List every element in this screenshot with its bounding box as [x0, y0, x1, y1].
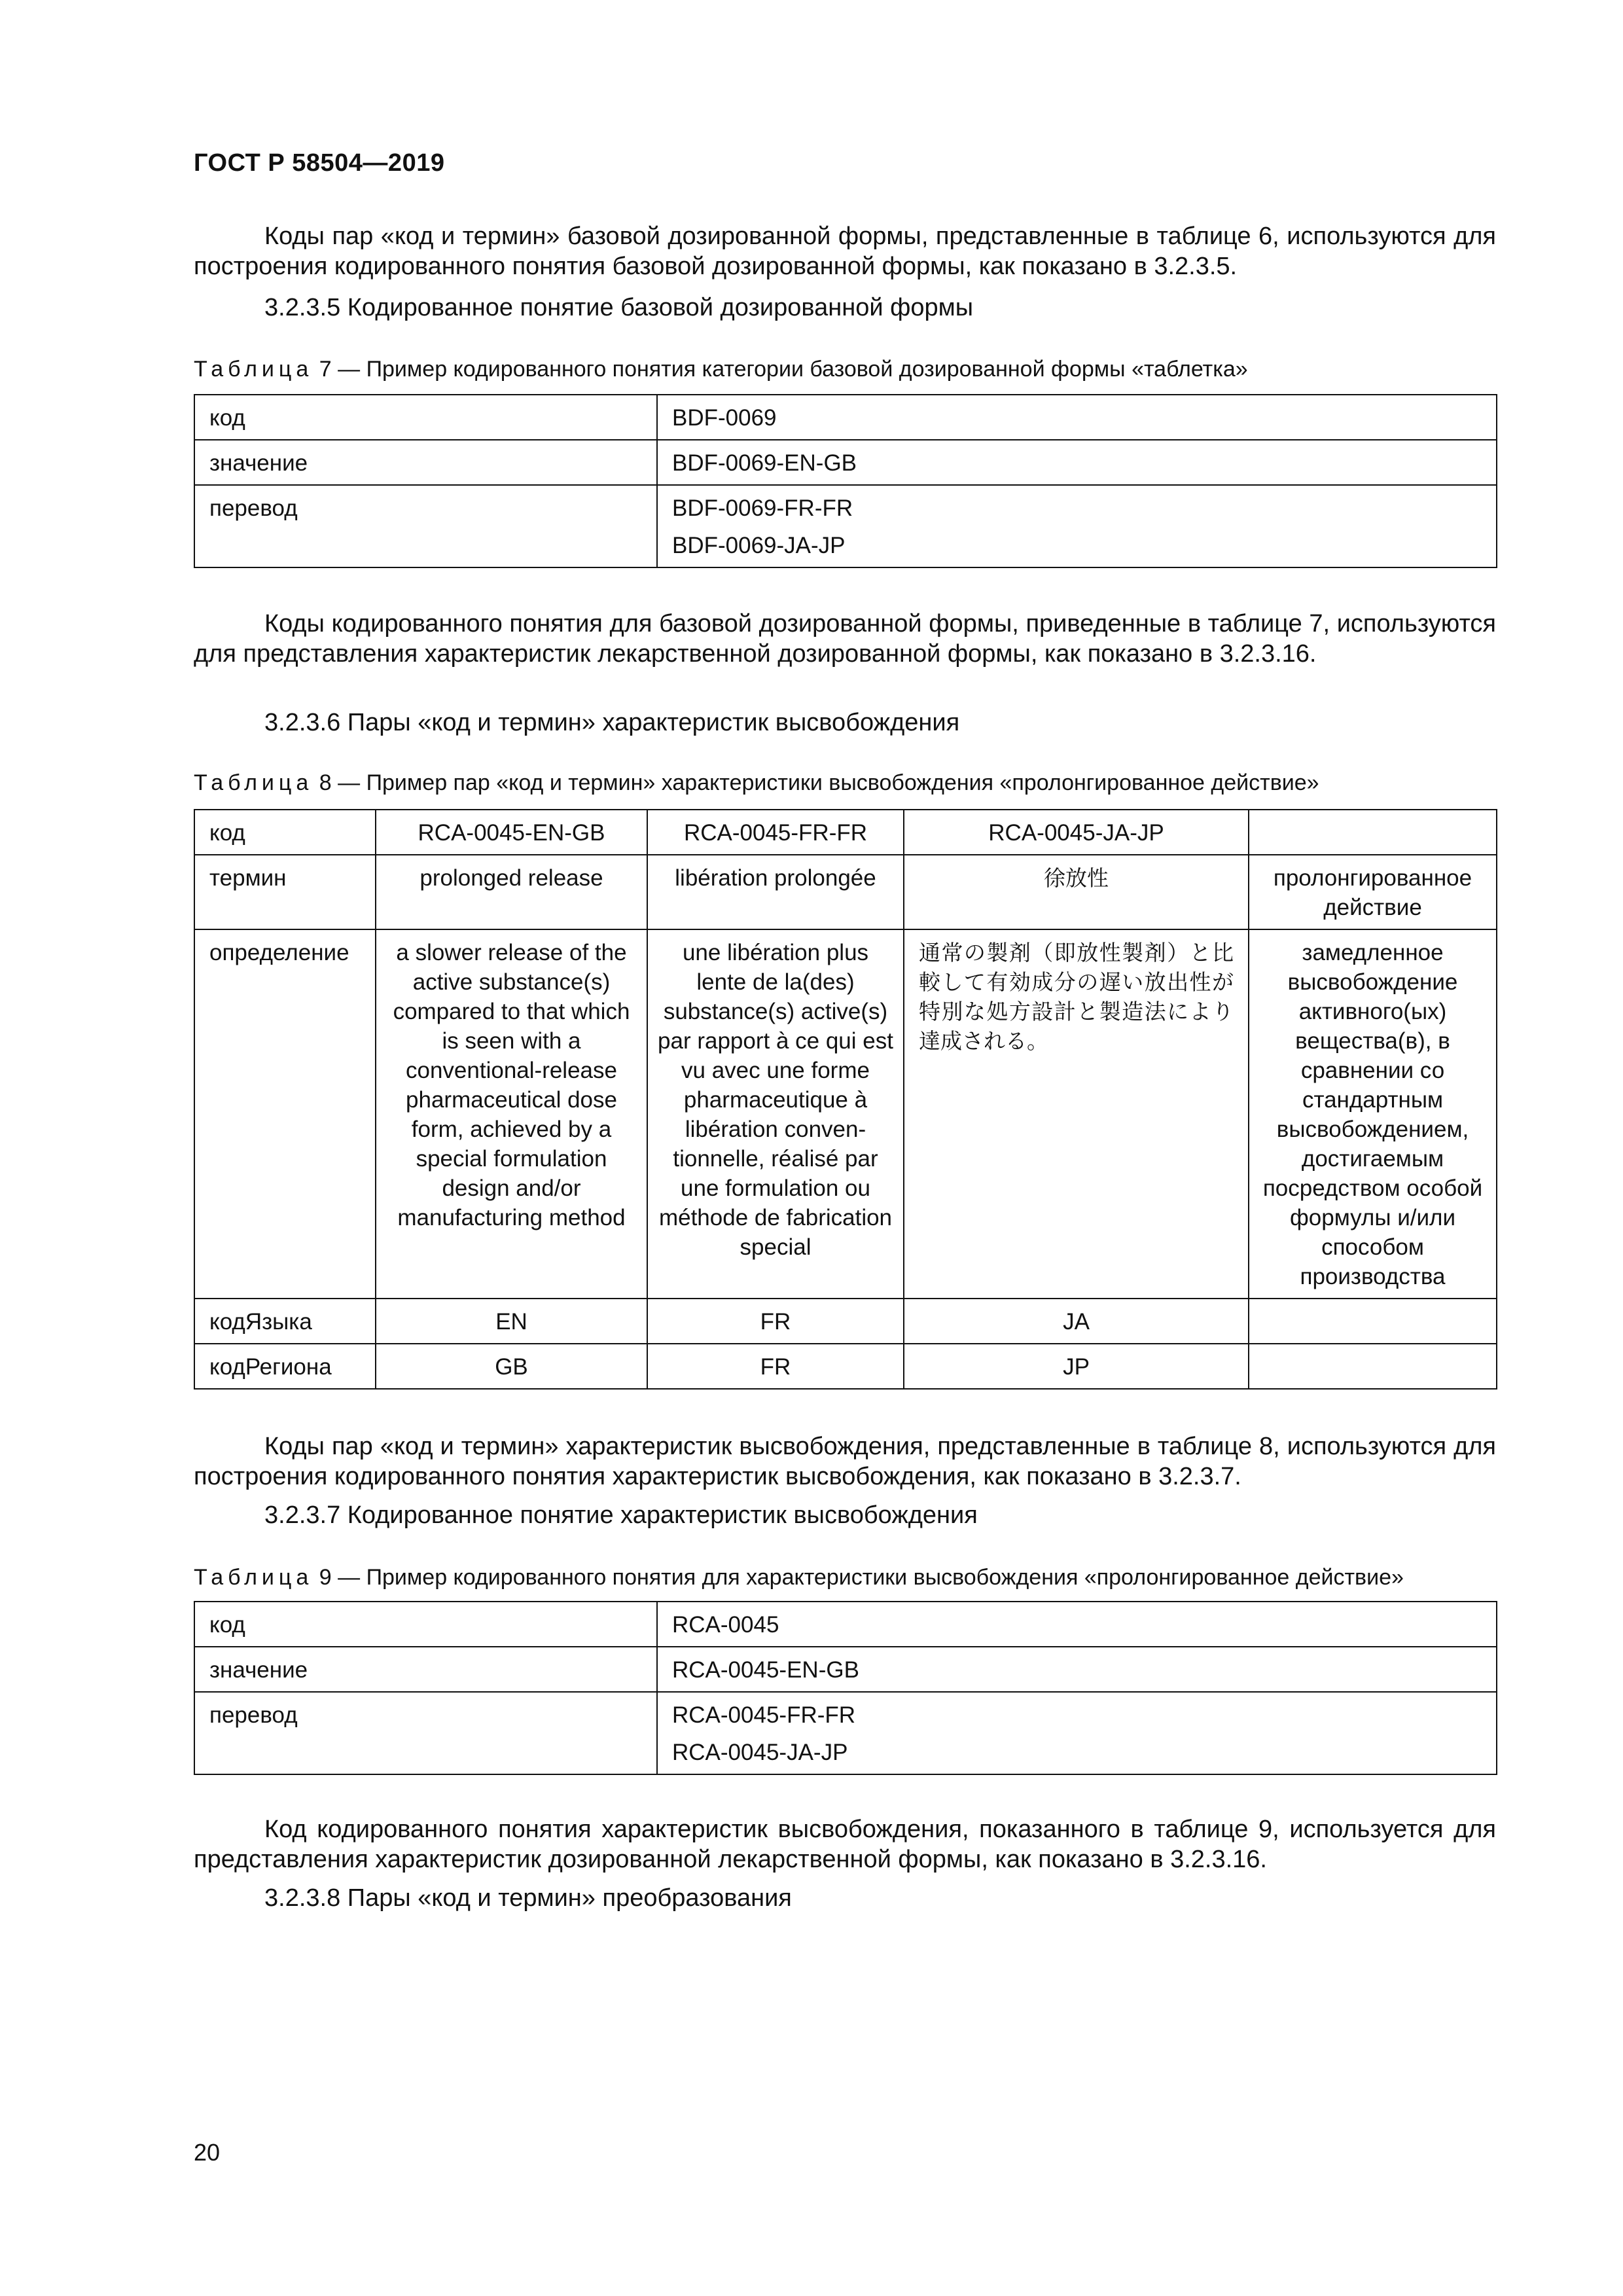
table-caption [194, 770, 1503, 796]
table-cell: термин [194, 855, 376, 929]
table-caption [194, 1564, 1503, 1590]
table-9 [194, 1601, 1497, 1775]
table-cell: libération prolongée [647, 855, 904, 929]
table-cell [657, 485, 1497, 567]
table-cell: перевод [194, 1692, 657, 1774]
table-cell [1249, 810, 1497, 855]
table-row [194, 440, 1497, 485]
table-cell: кодЯзыка [194, 1299, 376, 1344]
table-7 [194, 394, 1497, 568]
table-row [194, 1602, 1497, 1647]
table-row [194, 1344, 1497, 1389]
table-caption-text: 8 — Пример пар «код и термин» характеристики высвобождения «пролонгированное действие» [319, 770, 1319, 795]
table-cell: RCA-0045-EN-GB [376, 810, 647, 855]
table-cell: RCA-0045-FR-FR [647, 810, 904, 855]
table-cell: JA [904, 1299, 1249, 1344]
document-header: ГОСТ Р 58504—2019 [194, 149, 445, 177]
table-cell: определение [194, 929, 376, 1299]
table-8 [194, 809, 1497, 1390]
table-cell: код [194, 395, 657, 440]
table-cell: EN [376, 1299, 647, 1344]
table-cell: JP [904, 1344, 1249, 1389]
table-cell: RCA-0045-JA-JP [904, 810, 1249, 855]
table-cell [1249, 1344, 1497, 1389]
cell-line: RCA-0045-FR-FR [672, 1702, 856, 1728]
table-cell: код [194, 810, 376, 855]
section-heading: 3.2.3.8 Пары «код и термин» преобразования [264, 1884, 792, 1912]
table-cell: 徐放性 [904, 855, 1249, 929]
table-cell: значение [194, 440, 657, 485]
table-row [194, 929, 1497, 1299]
table-row [194, 1647, 1497, 1692]
section-heading: 3.2.3.7 Кодированное понятие характеристик высвобождения [264, 1501, 978, 1529]
table-cell: пролонгированное действие [1249, 855, 1497, 929]
table-row [194, 810, 1497, 855]
paragraph: Коды пар «код и термин» базовой дозированной формы, представленные в таблице 6, используются для построения кодированного понятия базовой дозированной формы, как показано в 3.2.3.5. [194, 223, 1496, 280]
cell-line: BDF-0069-JA-JP [672, 533, 846, 558]
table-caption [194, 356, 1503, 382]
table-row [194, 1692, 1497, 1774]
table-cell [1249, 1299, 1497, 1344]
table-cell: RCA-0045 [657, 1602, 1497, 1647]
paragraph: Коды пар «код и термин» характеристик высвобождения, представленные в таблице 8, используются для построения кодированного понятия характеристик высвобождения, как показано в 3.2.3.7. [194, 1433, 1496, 1490]
table-cell: FR [647, 1344, 904, 1389]
section-heading: 3.2.3.6 Пары «код и термин» характеристик высвобождения [264, 709, 960, 736]
table-caption-label: Таблица [194, 1565, 313, 1590]
table-cell: BDF-0069-EN-GB [657, 440, 1497, 485]
table-cell: a slower release of the active substance(s) compared to that which is seen with a conventional-release pharmaceutical dose form, achieved by a special formulation design and/or manufacturing method [376, 929, 647, 1299]
section-heading: 3.2.3.5 Кодированное понятие базовой дозированной формы [264, 294, 974, 321]
table-row [194, 1299, 1497, 1344]
table-cell: BDF-0069 [657, 395, 1497, 440]
table-cell: кодРегиона [194, 1344, 376, 1389]
table-cell: значение [194, 1647, 657, 1692]
table-row [194, 485, 1497, 567]
cell-line: BDF-0069-FR-FR [672, 495, 853, 521]
table-caption-label: Таблица [194, 357, 313, 382]
paragraph: Коды кодированного понятия для базовой дозированной формы, приведенные в таблице 7, используются для представления характеристик лекарственной дозированной формы, как показано в 3.2.3.16. [194, 610, 1496, 668]
paragraph: Код кодированного понятия характеристик высвобождения, показанного в таблице 9, используется для представления характеристик дозированной лекарственной формы, как показано в 3.2.3.16. [194, 1816, 1496, 1873]
table-cell: GB [376, 1344, 647, 1389]
table-row [194, 855, 1497, 929]
table-cell: FR [647, 1299, 904, 1344]
table-caption-text: 9 — Пример кодированного понятия для характеристики высвобождения «пролонгированное действие» [319, 1565, 1404, 1590]
cell-line: RCA-0045-JA-JP [672, 1740, 848, 1765]
table-cell: prolonged release [376, 855, 647, 929]
table-cell: перевод [194, 485, 657, 567]
table-caption-text: 7 — Пример кодированного понятия категории базовой дозированной формы «таблетка» [319, 357, 1248, 382]
table-cell: 通常の製剤（即放性製剤）と比較して有効成分の遅い放出性が特別な処方設計と製造法により達成される。 [904, 929, 1249, 1299]
table-cell: une libération plus lente de la(des) substance(s) active(s) par rapport à ce qui est vu avec une forme pharmaceutique à libération conven- tionnelle, réalisé par une formulation ou méthode de fabrication special [647, 929, 904, 1299]
table-cell [657, 1692, 1497, 1774]
table-cell: код [194, 1602, 657, 1647]
table-row [194, 395, 1497, 440]
table-cell: замедленное высвобождение активного(ых) вещества(в), в сравнении со стандартным высвобождением, достигаемым посредством особой формулы и/или способом производства [1249, 929, 1497, 1299]
table-cell: RCA-0045-EN-GB [657, 1647, 1497, 1692]
page-number: 20 [194, 2139, 221, 2166]
table-caption-label: Таблица [194, 770, 313, 795]
